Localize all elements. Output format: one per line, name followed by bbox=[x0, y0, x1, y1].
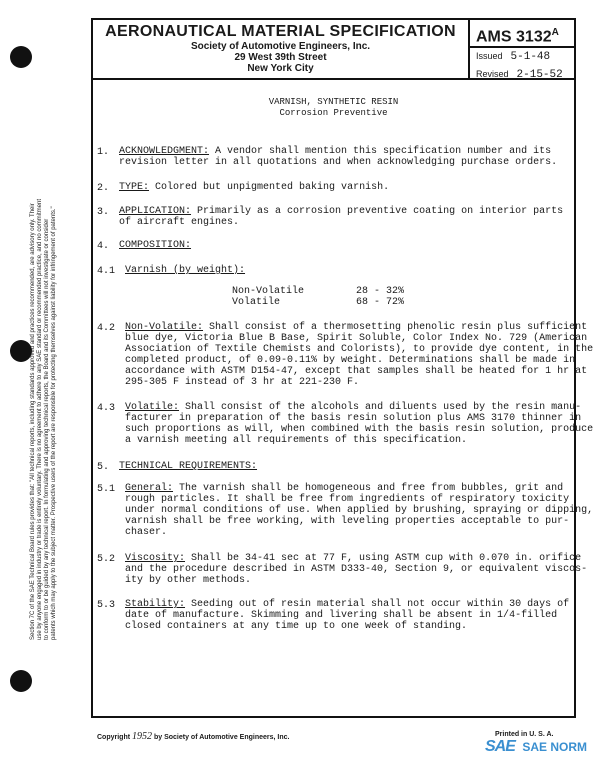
section-3-line: of aircraft engines. bbox=[119, 217, 240, 228]
section-5-3-line: date of manufacture. Skimming and livering shall be absent in 1/4-filled bbox=[125, 610, 558, 621]
sae-logo-text: SAE NORM bbox=[522, 740, 588, 754]
revised-date: 2-15-52 bbox=[516, 69, 563, 81]
section-4-2-line: 295-305 F instead of 3 hr at 221-230 F. bbox=[125, 377, 360, 388]
section-4-3-line: a varnish meeting all requirements of this specification. bbox=[125, 435, 468, 446]
side-disclaimer-line: to conform to or be guided by any technical report. In formulating and approving technical reports, the Board and its Committees will not investigate or consider bbox=[44, 218, 50, 640]
section-5-1-line: chaser. bbox=[125, 527, 168, 538]
section-text: Seeding out of resin material shall not occur within 30 days of bbox=[191, 599, 570, 610]
side-disclaimer bbox=[30, 80, 58, 640]
section-number: 4.3 bbox=[97, 403, 116, 414]
section-number: 2. bbox=[97, 183, 110, 194]
section-number: 4.1 bbox=[97, 266, 116, 277]
section-1-line bbox=[119, 146, 551, 158]
section-heading: APPLICATION: bbox=[119, 206, 192, 217]
section-5-1-line: under normal conditions of use. When applied by brushing, spraying or dipping, bbox=[125, 505, 594, 516]
section-4-2-line: Association of Textile Chemists and Colorists), to provide dye content, in the bbox=[125, 344, 594, 355]
section-heading: Stability: bbox=[125, 599, 186, 610]
issued-row bbox=[470, 48, 574, 66]
section-5-3-line: closed containers at any time up to one week of standing. bbox=[125, 621, 468, 632]
issued-label: Issued bbox=[476, 51, 503, 61]
society-name: Society of Automotive Engineers, Inc. bbox=[190, 41, 371, 52]
doc-title: VARNISH, SYNTHETIC RESIN bbox=[268, 97, 399, 107]
society-city: New York City bbox=[247, 63, 314, 74]
section-number: 5. bbox=[97, 462, 110, 473]
section-text: The varnish shall be homogeneous and free from bubbles, grit and bbox=[179, 483, 564, 494]
ams-number: 3132 bbox=[516, 28, 552, 46]
printed-in-usa: Printed in U. S. A. bbox=[495, 731, 554, 738]
spec-header bbox=[91, 18, 468, 80]
sae-norm-logo bbox=[485, 738, 587, 756]
section-heading: Varnish (by weight): bbox=[125, 265, 246, 276]
section-number: 4. bbox=[97, 241, 110, 252]
copyright-suffix: by Society of Automotive Engineers, Inc. bbox=[153, 734, 290, 741]
ams-designation bbox=[470, 20, 574, 48]
section-text: Shall consist of the alcohols and diluents used by the resin manu- bbox=[185, 402, 582, 413]
section-4-3-line: such proportions as will, when combined with the basis resin solution, produce bbox=[125, 424, 594, 435]
section-text: Shall be 34-41 sec at 77 F, using ASTM cup with 0.070 in. orifice bbox=[191, 553, 582, 564]
binder-hole-middle bbox=[10, 340, 32, 362]
sae-logo-mark: SAE bbox=[485, 738, 515, 755]
section-number: 5.3 bbox=[97, 600, 116, 611]
ams-number-box bbox=[468, 18, 576, 80]
section-heading: ACKNOWLEDGMENT: bbox=[119, 146, 210, 157]
section-heading: Non-Volatile: bbox=[125, 322, 204, 333]
section-heading: Viscosity: bbox=[125, 553, 186, 564]
doc-subtitle: Corrosion Preventive bbox=[279, 108, 388, 118]
composition-label: Volatile bbox=[232, 297, 281, 308]
section-2-line bbox=[119, 182, 389, 194]
issued-date: 5-1-48 bbox=[510, 51, 551, 63]
section-4-3-line bbox=[125, 402, 581, 414]
section-heading: General: bbox=[125, 483, 174, 494]
side-disclaimer-line: patents which may apply to the subject matter. Prospective users of the report are responsible for protecting themselves against liability for infringement of patents." bbox=[51, 206, 57, 640]
section-number: 1. bbox=[97, 147, 110, 158]
side-disclaimer-line: Section 7C of the SAE Technical Board rules provides that: "All technical reports, including standards approved and practices recommended, are advisory only. Their bbox=[30, 203, 36, 640]
section-heading: TYPE: bbox=[119, 182, 150, 193]
section-heading: Volatile: bbox=[125, 402, 180, 413]
section-5-1-line bbox=[125, 483, 563, 495]
section-text: Primarily as a corrosion preventive coating on interior parts bbox=[197, 206, 564, 217]
ams-prefix: AMS bbox=[476, 28, 512, 46]
section-number: 3. bbox=[97, 207, 110, 218]
section-1-line: revision letter in all quotations and when acknowledging purchase orders. bbox=[119, 157, 558, 168]
binder-hole-top bbox=[10, 46, 32, 68]
section-4-2-line bbox=[125, 322, 587, 334]
copyright-year: 1952 bbox=[132, 731, 153, 742]
section-3-line bbox=[119, 206, 563, 218]
binder-hole-bottom bbox=[10, 670, 32, 692]
section-text: Shall consist of a thermosetting phenolic resin plus sufficient bbox=[209, 322, 588, 333]
section-heading: COMPOSITION: bbox=[119, 240, 192, 251]
section-4-2-line: accordance with ASTM D154-47, except that samples shall be heated for 1 hr at bbox=[125, 366, 588, 377]
composition-value: 68 - 72% bbox=[356, 297, 405, 308]
revised-label: Revised bbox=[476, 69, 509, 79]
composition-value: 28 - 32% bbox=[356, 286, 405, 297]
copyright-line bbox=[97, 731, 289, 742]
side-disclaimer-line: use by anyone engaged in industry or trade is entirely voluntary. There is no agreement to adhere to any SAE standard or recommended practice, and no commitment bbox=[37, 198, 43, 640]
ams-revision-letter: A bbox=[551, 27, 559, 38]
composition-label: Non-Volatile bbox=[232, 286, 305, 297]
section-4-2-line: blue dye, Victoria Blue B Base, Spirit Soluble, Color Index No. 729 (American bbox=[125, 333, 588, 344]
section-4-3-line: facturer in preparation of the basis resin solution plus AMS 3170 thinner in bbox=[125, 413, 582, 424]
section-text: Colored but unpigmented baking varnish. bbox=[155, 182, 390, 193]
section-5-3-line bbox=[125, 599, 569, 611]
section-5-1-line: varnish shall be free working, with leveling properties acceptable to pur- bbox=[125, 516, 570, 527]
section-heading: TECHNICAL REQUIREMENTS: bbox=[119, 461, 258, 472]
section-5-1-line: rough particles. It shall be free from ingredients of respiratory toxicity bbox=[125, 494, 570, 505]
section-5-2-line bbox=[125, 553, 581, 565]
spec-header-title: AERONAUTICAL MATERIAL SPECIFICATION bbox=[105, 23, 456, 40]
section-4-2-line: completed product, of 0.09-0.11% by weight. Determinations shall be made in bbox=[125, 355, 576, 366]
copyright-prefix: Copyright bbox=[97, 734, 131, 741]
section-5-2-line: and the procedure described in ASTM D333-40, Section 9, or equivalent viscos- bbox=[125, 564, 588, 575]
section-text: A vendor shall mention this specification number and its bbox=[215, 146, 552, 157]
section-number: 5.1 bbox=[97, 484, 116, 495]
section-number: 4.2 bbox=[97, 323, 116, 334]
society-address: 29 West 39th Street bbox=[234, 52, 327, 63]
section-5-2-line: ity by other methods. bbox=[125, 575, 252, 586]
section-number: 5.2 bbox=[97, 554, 116, 565]
